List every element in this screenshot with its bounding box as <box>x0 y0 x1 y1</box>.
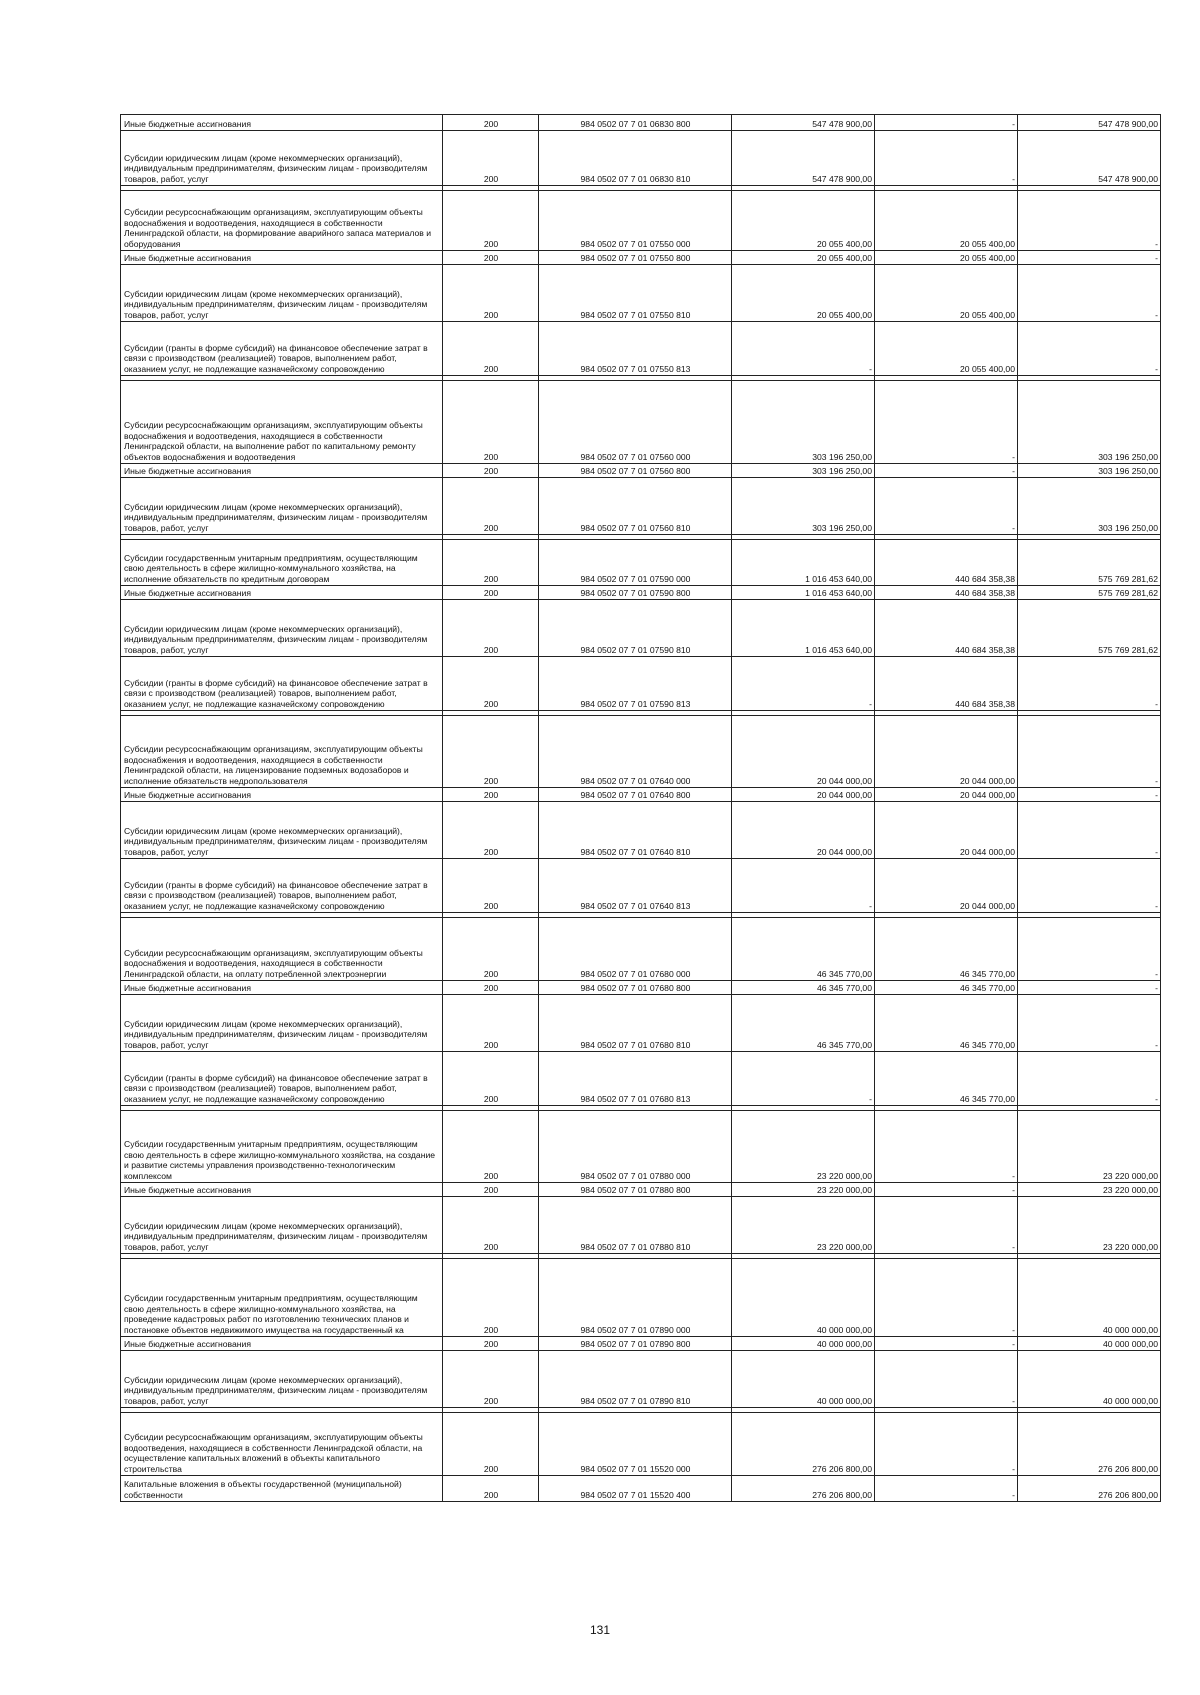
table-row <box>121 1413 1161 1476</box>
table-row <box>121 478 1161 535</box>
row-amount-total-cell: 303 196 250,00 <box>732 478 875 535</box>
row-line-code-cell: 200 <box>443 918 539 981</box>
table-row <box>121 586 1161 600</box>
row-amount-executed-cell: 20 044 000,00 <box>875 788 1018 802</box>
row-classification-code-cell: 984 0502 07 7 01 07680 813 <box>539 1052 732 1106</box>
row-amount-total-cell: 547 478 900,00 <box>732 131 875 186</box>
row-line-code-cell: 200 <box>443 1351 539 1408</box>
row-classification-code-cell: 984 0502 07 7 01 07560 810 <box>539 478 732 535</box>
row-amount-remaining-cell: 303 196 250,00 <box>1018 381 1161 464</box>
row-line-code-cell: 200 <box>443 586 539 600</box>
row-name-cell: Субсидии юридическим лицам (кроме некоммерческих организаций), индивидуальным предпринимателям, физическим лицам - производителям товаров, работ, услуг <box>121 478 443 535</box>
row-amount-remaining-cell: 23 220 000,00 <box>1018 1111 1161 1183</box>
row-classification-code-cell: 984 0502 07 7 01 07560 800 <box>539 464 732 478</box>
row-classification-code-cell: 984 0502 07 7 01 07680 000 <box>539 918 732 981</box>
row-name-cell: Субсидии юридическим лицам (кроме некоммерческих организаций), индивидуальным предпринимателям, физическим лицам - производителям товаров, работ, услуг <box>121 995 443 1052</box>
row-name-cell: Субсидии государственным унитарным предприятиям, осуществляющим свою деятельность в сфере жилищно-коммунального хозяйства, на создание и развитие системы управления производственно-технологическим комплексом <box>121 1111 443 1183</box>
row-amount-executed-cell: 20 055 400,00 <box>875 265 1018 322</box>
row-amount-remaining-cell: - <box>1018 995 1161 1052</box>
table-row <box>121 1183 1161 1197</box>
row-amount-executed-cell: - <box>875 1111 1018 1183</box>
table-row <box>121 1351 1161 1408</box>
row-amount-executed-cell: 46 345 770,00 <box>875 1052 1018 1106</box>
row-amount-total-cell: 40 000 000,00 <box>732 1351 875 1408</box>
table-row <box>121 1476 1161 1502</box>
row-line-code-cell: 200 <box>443 1413 539 1476</box>
table-row <box>121 995 1161 1052</box>
row-classification-code-cell: 984 0502 07 7 01 15520 400 <box>539 1476 732 1502</box>
row-classification-code-cell: 984 0502 07 7 01 07550 000 <box>539 191 732 251</box>
row-amount-executed-cell: - <box>875 1197 1018 1254</box>
row-name-cell: Субсидии ресурсоснабжающим организациям, эксплуатирующим объекты водоснабжения и водоотведения, находящиеся в собственности Ленинградской области, на выполнение работ по капитальному ремонту объектов водоснабжения и водоотведения <box>121 381 443 464</box>
row-amount-remaining-cell: 575 769 281,62 <box>1018 586 1161 600</box>
row-classification-code-cell: 984 0502 07 7 01 07550 800 <box>539 251 732 265</box>
row-name-cell: Субсидии юридическим лицам (кроме некоммерческих организаций), индивидуальным предпринимателям, физическим лицам - производителям товаров, работ, услуг <box>121 265 443 322</box>
row-amount-executed-cell: 440 684 358,38 <box>875 540 1018 586</box>
table-row <box>121 131 1161 186</box>
row-classification-code-cell: 984 0502 07 7 01 07590 800 <box>539 586 732 600</box>
row-classification-code-cell: 984 0502 07 7 01 07880 800 <box>539 1183 732 1197</box>
table-row <box>121 322 1161 376</box>
row-line-code-cell: 200 <box>443 464 539 478</box>
row-line-code-cell: 200 <box>443 115 539 131</box>
row-name-cell: Иные бюджетные ассигнования <box>121 251 443 265</box>
row-classification-code-cell: 984 0502 07 7 01 15520 000 <box>539 1413 732 1476</box>
row-amount-executed-cell: 20 055 400,00 <box>875 191 1018 251</box>
table-row <box>121 540 1161 586</box>
row-amount-total-cell: - <box>732 322 875 376</box>
row-classification-code-cell: 984 0502 07 7 01 07590 000 <box>539 540 732 586</box>
row-line-code-cell: 200 <box>443 716 539 788</box>
row-name-cell: Субсидии юридическим лицам (кроме некоммерческих организаций), индивидуальным предпринимателям, физическим лицам - производителям товаров, работ, услуг <box>121 600 443 657</box>
row-amount-executed-cell: 20 055 400,00 <box>875 251 1018 265</box>
row-name-cell: Иные бюджетные ассигнования <box>121 464 443 478</box>
row-line-code-cell: 200 <box>443 1476 539 1502</box>
row-amount-remaining-cell: 303 196 250,00 <box>1018 464 1161 478</box>
table-row <box>121 859 1161 913</box>
row-classification-code-cell: 984 0502 07 7 01 07590 813 <box>539 657 732 711</box>
row-amount-executed-cell: 440 684 358,38 <box>875 586 1018 600</box>
row-name-cell: Иные бюджетные ассигнования <box>121 586 443 600</box>
row-amount-total-cell: 20 044 000,00 <box>732 802 875 859</box>
budget-table-body <box>121 115 1161 1502</box>
table-row <box>121 1197 1161 1254</box>
row-amount-remaining-cell: 547 478 900,00 <box>1018 131 1161 186</box>
budget-table <box>120 114 1161 1502</box>
row-amount-executed-cell: - <box>875 464 1018 478</box>
row-name-cell: Иные бюджетные ассигнования <box>121 1183 443 1197</box>
row-classification-code-cell: 984 0502 07 7 01 07680 810 <box>539 995 732 1052</box>
table-row <box>121 1259 1161 1337</box>
row-amount-executed-cell: - <box>875 1183 1018 1197</box>
row-line-code-cell: 200 <box>443 381 539 464</box>
row-amount-executed-cell: - <box>875 1351 1018 1408</box>
row-amount-total-cell: 46 345 770,00 <box>732 995 875 1052</box>
row-line-code-cell: 200 <box>443 995 539 1052</box>
row-amount-executed-cell: - <box>875 131 1018 186</box>
row-amount-total-cell: - <box>732 657 875 711</box>
row-line-code-cell: 200 <box>443 478 539 535</box>
row-line-code-cell: 200 <box>443 251 539 265</box>
row-amount-executed-cell: 440 684 358,38 <box>875 600 1018 657</box>
row-classification-code-cell: 984 0502 07 7 01 07880 000 <box>539 1111 732 1183</box>
row-amount-total-cell: 303 196 250,00 <box>732 464 875 478</box>
row-amount-total-cell: 1 016 453 640,00 <box>732 540 875 586</box>
row-amount-total-cell: 46 345 770,00 <box>732 918 875 981</box>
row-amount-total-cell: 1 016 453 640,00 <box>732 586 875 600</box>
row-amount-total-cell: 23 220 000,00 <box>732 1183 875 1197</box>
row-amount-executed-cell: - <box>875 478 1018 535</box>
row-classification-code-cell: 984 0502 07 7 01 07550 813 <box>539 322 732 376</box>
row-name-cell: Иные бюджетные ассигнования <box>121 115 443 131</box>
row-line-code-cell: 200 <box>443 131 539 186</box>
row-amount-remaining-cell: 40 000 000,00 <box>1018 1351 1161 1408</box>
row-amount-remaining-cell: - <box>1018 918 1161 981</box>
row-amount-executed-cell: 20 044 000,00 <box>875 802 1018 859</box>
row-line-code-cell: 200 <box>443 265 539 322</box>
row-name-cell: Субсидии (гранты в форме субсидий) на финансовое обеспечение затрат в связи с производством (реализацией) товаров, выполнением работ, оказанием услуг, не подлежащие казначейскому сопровождению <box>121 1052 443 1106</box>
table-row <box>121 918 1161 981</box>
row-classification-code-cell: 984 0502 07 7 01 07640 000 <box>539 716 732 788</box>
row-amount-remaining-cell: 303 196 250,00 <box>1018 478 1161 535</box>
table-row <box>121 981 1161 995</box>
row-amount-executed-cell: - <box>875 1259 1018 1337</box>
row-line-code-cell: 200 <box>443 1052 539 1106</box>
row-name-cell: Субсидии ресурсоснабжающим организациям, эксплуатирующим объекты водоснабжения и водоотведения, находящиеся в собственности Ленинградской области, на лицензирование подземных водозаборов и исполнение обязательств недропользователя <box>121 716 443 788</box>
row-amount-remaining-cell: - <box>1018 716 1161 788</box>
row-classification-code-cell: 984 0502 07 7 01 07640 810 <box>539 802 732 859</box>
row-classification-code-cell: 984 0502 07 7 01 07880 810 <box>539 1197 732 1254</box>
row-line-code-cell: 200 <box>443 1183 539 1197</box>
row-line-code-cell: 200 <box>443 657 539 711</box>
table-row <box>121 381 1161 464</box>
row-name-cell: Субсидии (гранты в форме субсидий) на финансовое обеспечение затрат в связи с производством (реализацией) товаров, выполнением работ, оказанием услуг, не подлежащие казначейскому сопровождению <box>121 859 443 913</box>
row-classification-code-cell: 984 0502 07 7 01 07640 813 <box>539 859 732 913</box>
row-classification-code-cell: 984 0502 07 7 01 07590 810 <box>539 600 732 657</box>
row-name-cell: Капитальные вложения в объекты государственной (муниципальной) собственности <box>121 1476 443 1502</box>
table-row <box>121 1052 1161 1106</box>
row-name-cell: Субсидии государственным унитарным предприятиям, осуществляющим свою деятельность в сфере жилищно-коммунального хозяйства, на проведение кадастровых работ по изготовлению технических планов и постановке объектов недвижимого имущества на государственный ка <box>121 1259 443 1337</box>
table-row <box>121 600 1161 657</box>
row-line-code-cell: 200 <box>443 191 539 251</box>
row-amount-remaining-cell: 575 769 281,62 <box>1018 600 1161 657</box>
row-classification-code-cell: 984 0502 07 7 01 06830 810 <box>539 131 732 186</box>
row-amount-total-cell: - <box>732 1052 875 1106</box>
table-row <box>121 191 1161 251</box>
row-name-cell: Субсидии юридическим лицам (кроме некоммерческих организаций), индивидуальным предпринимателям, физическим лицам - производителям товаров, работ, услуг <box>121 1197 443 1254</box>
row-line-code-cell: 200 <box>443 788 539 802</box>
row-amount-total-cell: 547 478 900,00 <box>732 115 875 131</box>
row-amount-executed-cell: 20 055 400,00 <box>875 322 1018 376</box>
table-row <box>121 716 1161 788</box>
row-amount-total-cell: 40 000 000,00 <box>732 1259 875 1337</box>
row-amount-total-cell: 1 016 453 640,00 <box>732 600 875 657</box>
row-amount-remaining-cell: - <box>1018 251 1161 265</box>
row-amount-executed-cell: - <box>875 1413 1018 1476</box>
row-amount-remaining-cell: 547 478 900,00 <box>1018 115 1161 131</box>
row-amount-total-cell: 303 196 250,00 <box>732 381 875 464</box>
row-name-cell: Субсидии государственным унитарным предприятиям, осуществляющим свою деятельность в сфере жилищно-коммунального хозяйства, на исполнение обязательств по кредитным договорам <box>121 540 443 586</box>
table-row <box>121 115 1161 131</box>
row-classification-code-cell: 984 0502 07 7 01 07560 000 <box>539 381 732 464</box>
table-row <box>121 265 1161 322</box>
row-line-code-cell: 200 <box>443 981 539 995</box>
row-amount-remaining-cell: 575 769 281,62 <box>1018 540 1161 586</box>
row-name-cell: Субсидии юридическим лицам (кроме некоммерческих организаций), индивидуальным предпринимателям, физическим лицам - производителям товаров, работ, услуг <box>121 131 443 186</box>
row-line-code-cell: 200 <box>443 1197 539 1254</box>
row-amount-remaining-cell: - <box>1018 981 1161 995</box>
table-row <box>121 1337 1161 1351</box>
row-line-code-cell: 200 <box>443 859 539 913</box>
row-classification-code-cell: 984 0502 07 7 01 07890 810 <box>539 1351 732 1408</box>
row-classification-code-cell: 984 0502 07 7 01 07890 800 <box>539 1337 732 1351</box>
row-classification-code-cell: 984 0502 07 7 01 07550 810 <box>539 265 732 322</box>
row-amount-executed-cell: - <box>875 115 1018 131</box>
row-name-cell: Субсидии ресурсоснабжающим организациям, эксплуатирующим объекты водоснабжения и водоотведения, находящиеся в собственности Ленинградской области, на формирование аварийного запаса материалов и оборудования <box>121 191 443 251</box>
row-amount-executed-cell: 20 044 000,00 <box>875 716 1018 788</box>
row-name-cell: Иные бюджетные ассигнования <box>121 788 443 802</box>
table-row <box>121 657 1161 711</box>
row-name-cell: Субсидии ресурсоснабжающим организациям, эксплуатирующим объекты водоотведения, находящиеся в собственности Ленинградской области, на осуществление капитальных вложений в объекты капитального строительства <box>121 1413 443 1476</box>
row-name-cell: Субсидии юридическим лицам (кроме некоммерческих организаций), индивидуальным предпринимателям, физическим лицам - производителям товаров, работ, услуг <box>121 1351 443 1408</box>
row-amount-executed-cell: 46 345 770,00 <box>875 981 1018 995</box>
row-amount-executed-cell: - <box>875 1337 1018 1351</box>
row-name-cell: Иные бюджетные ассигнования <box>121 1337 443 1351</box>
row-classification-code-cell: 984 0502 07 7 01 07890 000 <box>539 1259 732 1337</box>
row-amount-total-cell: 20 044 000,00 <box>732 716 875 788</box>
table-row <box>121 251 1161 265</box>
row-amount-executed-cell: - <box>875 1476 1018 1502</box>
row-line-code-cell: 200 <box>443 600 539 657</box>
row-amount-executed-cell: 46 345 770,00 <box>875 995 1018 1052</box>
row-amount-total-cell: 40 000 000,00 <box>732 1337 875 1351</box>
row-amount-total-cell: 276 206 800,00 <box>732 1476 875 1502</box>
row-amount-remaining-cell: 23 220 000,00 <box>1018 1197 1161 1254</box>
row-amount-remaining-cell: - <box>1018 191 1161 251</box>
row-line-code-cell: 200 <box>443 1337 539 1351</box>
row-amount-remaining-cell: 40 000 000,00 <box>1018 1259 1161 1337</box>
row-amount-executed-cell: 46 345 770,00 <box>875 918 1018 981</box>
row-name-cell: Субсидии ресурсоснабжающим организациям, эксплуатирующим объекты водоснабжения и водоотведения, находящиеся в собственности Ленинградской области, на оплату потребленной электроэнергии <box>121 918 443 981</box>
row-amount-total-cell: 23 220 000,00 <box>732 1197 875 1254</box>
row-amount-executed-cell: 440 684 358,38 <box>875 657 1018 711</box>
row-amount-remaining-cell: 276 206 800,00 <box>1018 1476 1161 1502</box>
row-name-cell: Субсидии юридическим лицам (кроме некоммерческих организаций), индивидуальным предпринимателям, физическим лицам - производителям товаров, работ, услуг <box>121 802 443 859</box>
row-classification-code-cell: 984 0502 07 7 01 07680 800 <box>539 981 732 995</box>
row-amount-remaining-cell: - <box>1018 322 1161 376</box>
row-amount-executed-cell: 20 044 000,00 <box>875 859 1018 913</box>
table-row <box>121 464 1161 478</box>
row-amount-total-cell: 20 044 000,00 <box>732 788 875 802</box>
row-classification-code-cell: 984 0502 07 7 01 07640 800 <box>539 788 732 802</box>
row-amount-total-cell: 20 055 400,00 <box>732 265 875 322</box>
row-amount-executed-cell: - <box>875 381 1018 464</box>
row-amount-total-cell: 23 220 000,00 <box>732 1111 875 1183</box>
row-amount-remaining-cell: 23 220 000,00 <box>1018 1183 1161 1197</box>
row-amount-total-cell: 46 345 770,00 <box>732 981 875 995</box>
table-row <box>121 802 1161 859</box>
row-line-code-cell: 200 <box>443 1111 539 1183</box>
row-amount-total-cell: 20 055 400,00 <box>732 191 875 251</box>
row-name-cell: Субсидии (гранты в форме субсидий) на финансовое обеспечение затрат в связи с производством (реализацией) товаров, выполнением работ, оказанием услуг, не подлежащие казначейскому сопровождению <box>121 322 443 376</box>
row-amount-remaining-cell: - <box>1018 788 1161 802</box>
table-row <box>121 1111 1161 1183</box>
row-amount-total-cell: 20 055 400,00 <box>732 251 875 265</box>
row-amount-remaining-cell: - <box>1018 265 1161 322</box>
row-classification-code-cell: 984 0502 07 7 01 06830 800 <box>539 115 732 131</box>
row-line-code-cell: 200 <box>443 1259 539 1337</box>
row-amount-remaining-cell: - <box>1018 657 1161 711</box>
row-amount-total-cell: 276 206 800,00 <box>732 1413 875 1476</box>
row-name-cell: Иные бюджетные ассигнования <box>121 981 443 995</box>
page-number: 131 <box>589 1623 611 1637</box>
row-amount-remaining-cell: - <box>1018 802 1161 859</box>
row-amount-remaining-cell: - <box>1018 859 1161 913</box>
row-line-code-cell: 200 <box>443 540 539 586</box>
table-row <box>121 788 1161 802</box>
row-amount-remaining-cell: 40 000 000,00 <box>1018 1337 1161 1351</box>
row-line-code-cell: 200 <box>443 322 539 376</box>
row-amount-remaining-cell: 276 206 800,00 <box>1018 1413 1161 1476</box>
row-line-code-cell: 200 <box>443 802 539 859</box>
row-name-cell: Субсидии (гранты в форме субсидий) на финансовое обеспечение затрат в связи с производством (реализацией) товаров, выполнением работ, оказанием услуг, не подлежащие казначейскому сопровождению <box>121 657 443 711</box>
row-amount-total-cell: - <box>732 859 875 913</box>
row-amount-remaining-cell: - <box>1018 1052 1161 1106</box>
